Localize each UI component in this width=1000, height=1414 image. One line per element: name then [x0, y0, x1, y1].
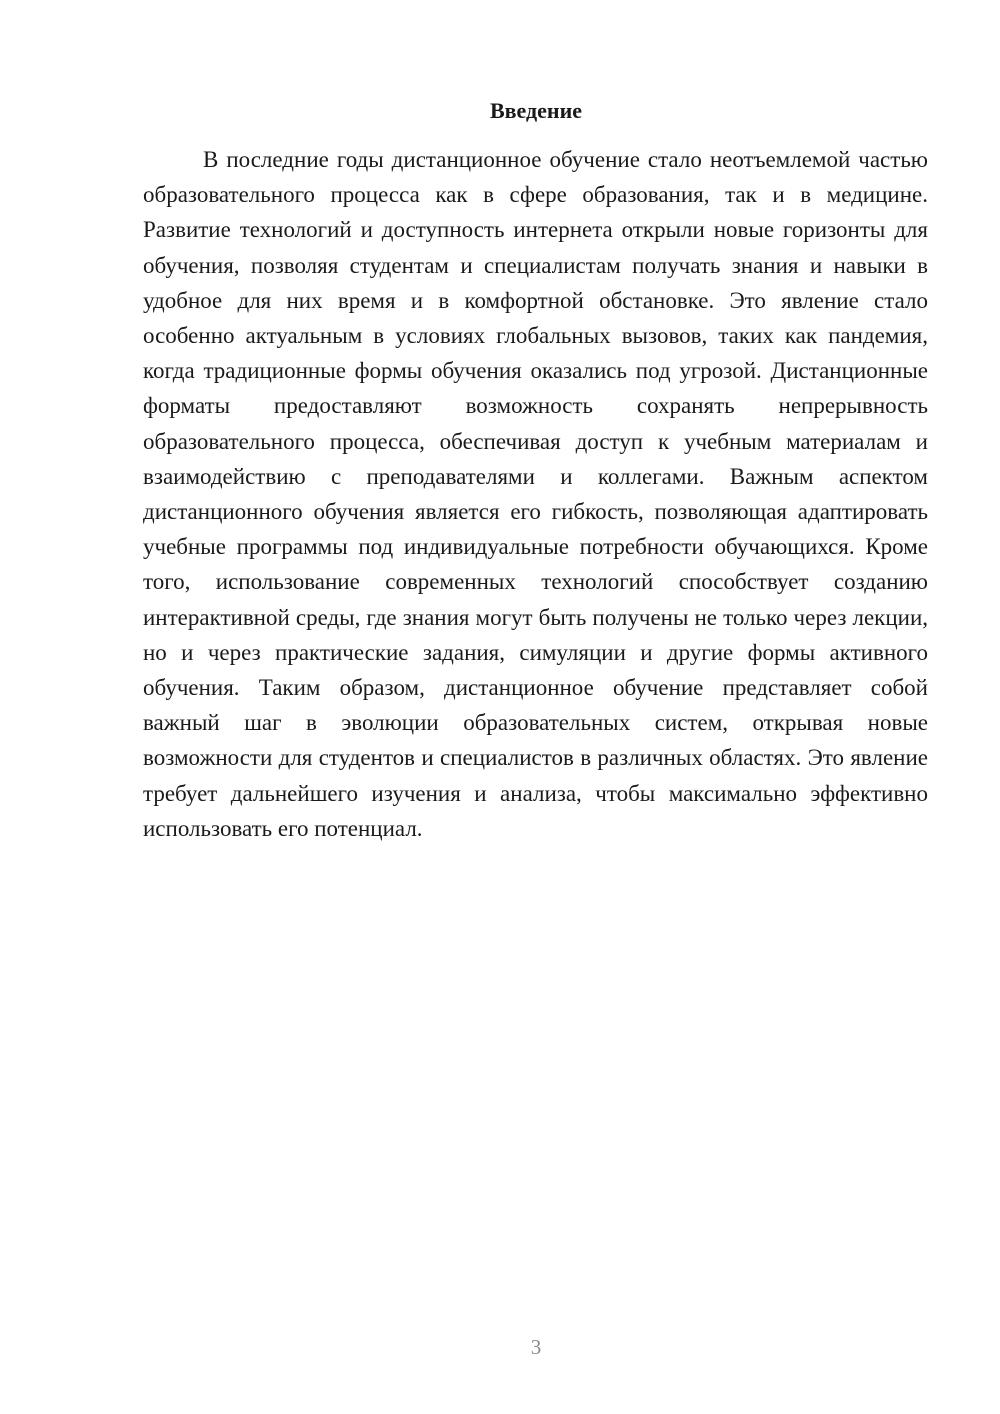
- page-title: Введение: [489, 98, 583, 123]
- page-number: 3: [530, 1335, 542, 1359]
- body-paragraph: В последние годы дистанционное обучение стало неотъемлемой частью образовательного процесса как в сфере образования, так и в медицине. Развитие технологий и доступность интернета открыли новые горизонты для обучения, позволяя студентам и специалистам получать знания и навыки в удобное для них время и в комфортной обстановке. Это явление стало особенно актуальным в условиях глобальных вызовов, таких как пандемия, когда традиционные формы обучения оказались под угрозой. Дистанционные форматы предоставляют возможность сохранять непрерывность образовательного процесса, обеспечивая доступ к учебным материалам и взаимодействию с преподавателями и коллегами. Важным аспектом дистанционного обучения является его гибкость, позволяющая адаптировать учебные программы под индивидуальные потребности обучающихся. Кроме того, использование современных технологий способствует созданию интерактивной среды, где знания могут быть получены не только через лекции, но и через практические задания, симуляции и другие формы активного обучения. Таким образом, дистанционное обучение представляет собой важный шаг в эволюции образовательных систем, открывая новые возможности для студентов и специалистов в различных областях. Это явление требует дальнейшего изучения и анализа, чтобы максимально эффективно использовать его потенциал.: [143, 147, 928, 841]
